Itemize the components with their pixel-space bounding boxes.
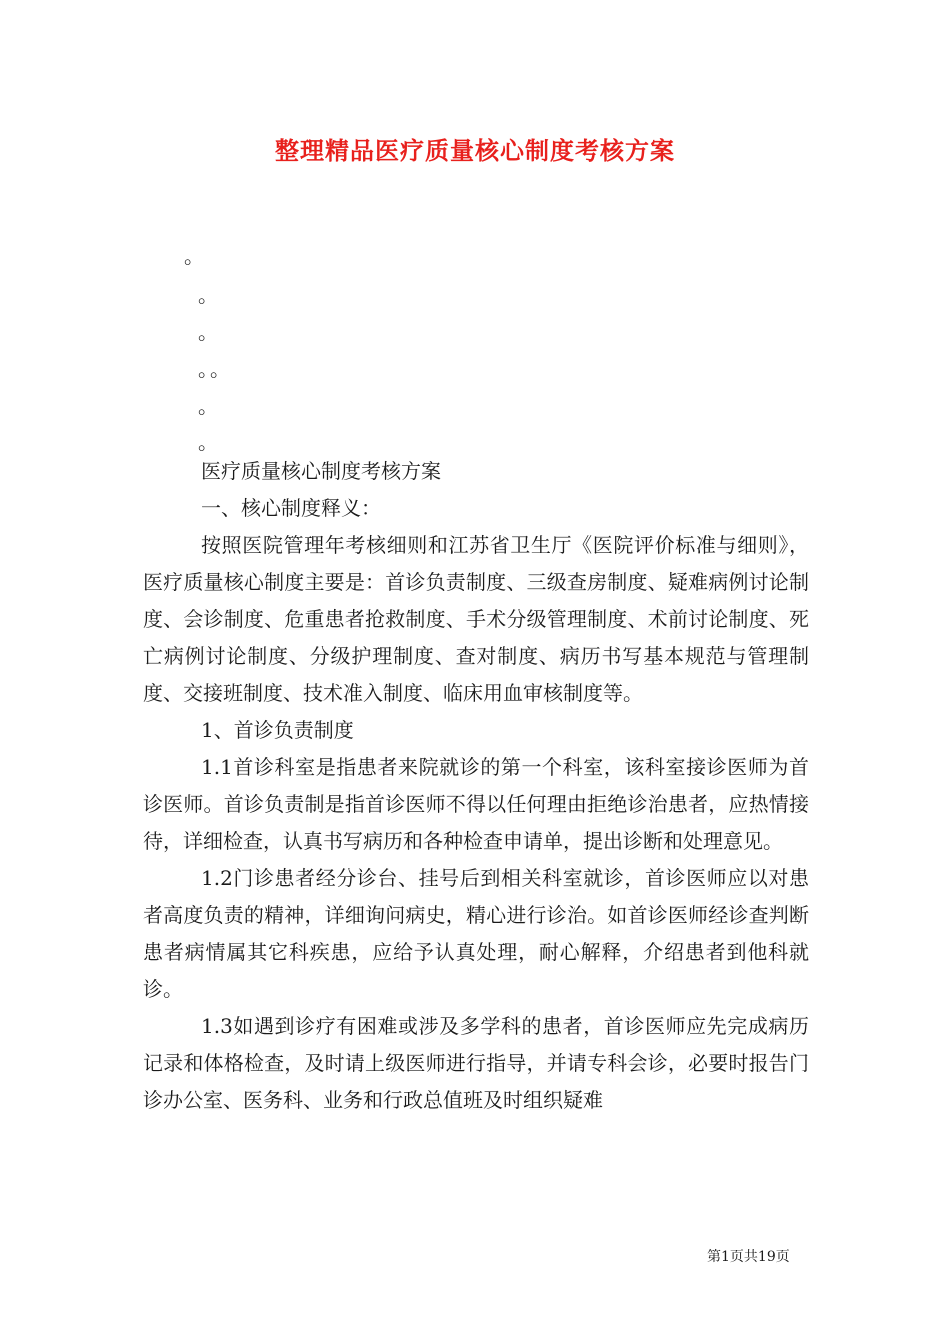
dot-mark: 。 (198, 394, 218, 418)
subtitle-paragraph: 医疗质量核心制度考核方案 (201, 459, 441, 483)
dot-mark: 。。 (198, 357, 232, 381)
dot-mark: 。 (198, 430, 218, 454)
dot-mark: 。 (198, 283, 218, 307)
dot-mark: 。 (198, 320, 218, 344)
document-body (143, 453, 809, 1119)
page-number-footer: 第1页共19页 (707, 1249, 790, 1265)
body-paragraph: 1.1首诊科室是指患者来院就诊的第一个科室，该科室接诊医师为首诊医师。首诊负责制是指首诊医师不得以任何理由拒绝诊治患者，应热情接待，详细检查，认真书写病历和各种检查申请单，提出诊断和处理意见。 (143, 755, 809, 853)
body-paragraph: 1.3如遇到诊疗有困难或涉及多学科的患者，首诊医师应先完成病历记录和体格检查，及时请上级医师进行指导，并请专科会诊，必要时报告门诊办公室、医务科、业务和行政总值班及时组织疑难 (143, 1014, 809, 1112)
body-paragraph: 1.2门诊患者经分诊台、挂号后到相关科室就诊，首诊医师应以对患者高度负责的精神，详细询问病史，精心进行诊治。如首诊医师经诊查判断患者病情属其它科疾患，应给予认真处理，耐心解释，介绍患者到他科就诊。 (143, 866, 809, 1001)
document-title: 整理精品医疗质量核心制度考核方案 (275, 136, 675, 165)
dot-mark: 。 (184, 244, 204, 268)
body-paragraph: 按照医院管理年考核细则和江苏省卫生厅《医院评价标准与细则》，医疗质量核心制度主要是：首诊负责制度、三级查房制度、疑难病例讨论制度、会诊制度、危重患者抢救制度、手术分级管理制度、术前讨论制度、死亡病例讨论制度、分级护理制度、查对制度、病历书写基本规范与管理制度、交接班制度、技术准入制度、临床用血审核制度等。 (143, 533, 809, 705)
section-heading: 一、核心制度释义： (201, 496, 381, 520)
section-heading: 1、首诊负责制度 (201, 718, 354, 742)
